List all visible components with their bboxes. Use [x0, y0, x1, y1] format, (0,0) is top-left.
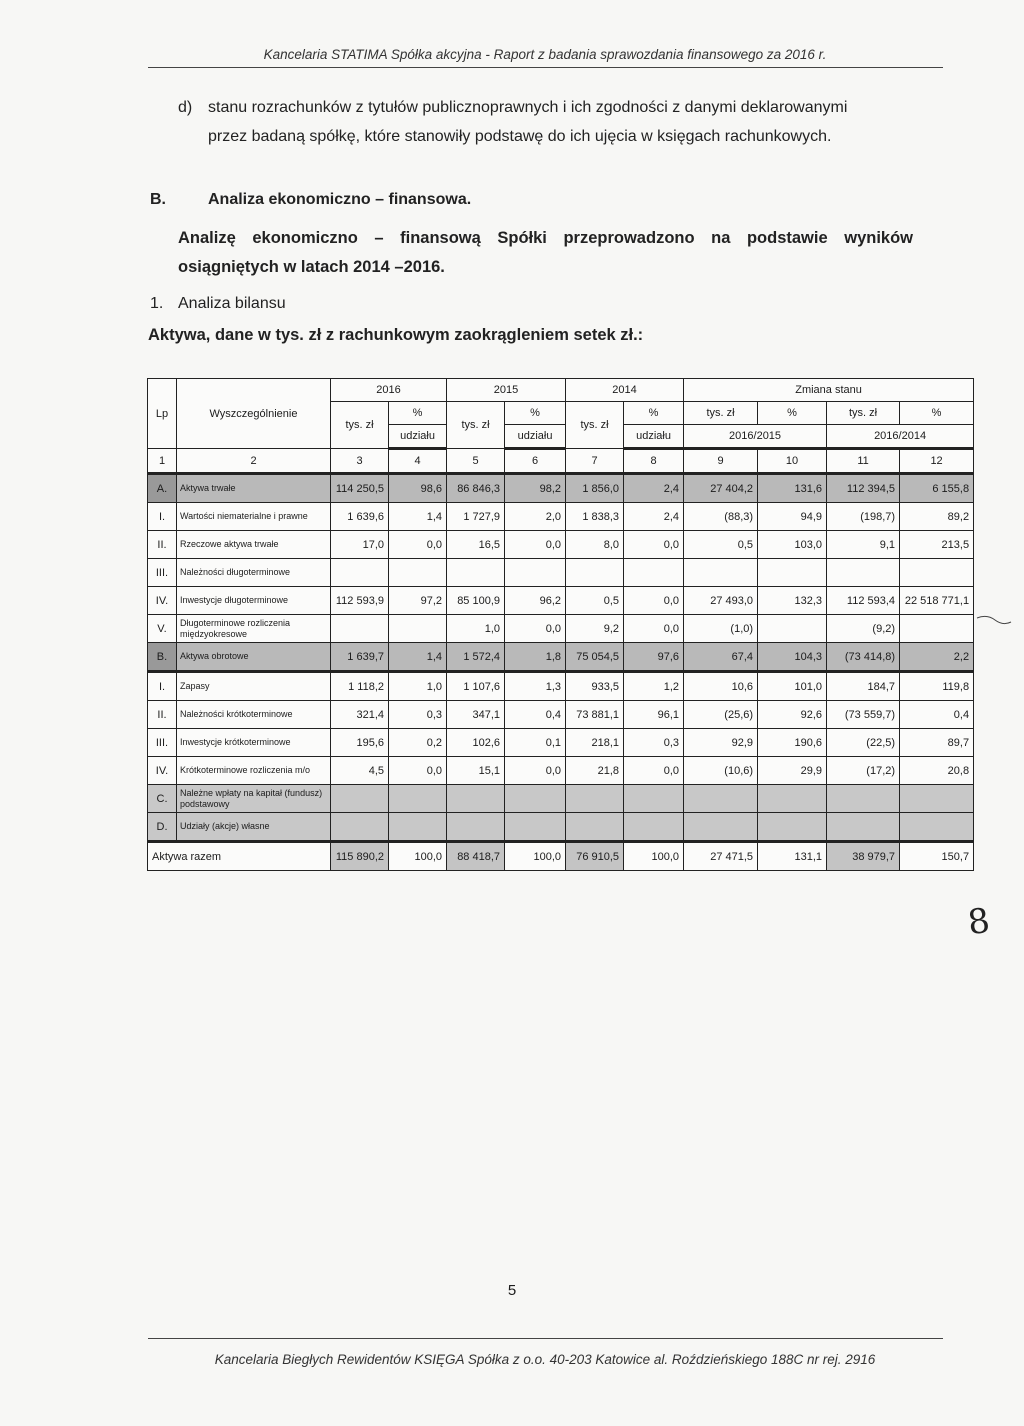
- colnum: 1: [148, 449, 177, 474]
- cell-v2016: 17,0: [331, 531, 389, 559]
- cell-p2016: 97,2: [389, 587, 447, 615]
- cell-d2: 184,7: [827, 672, 900, 701]
- cell-d2: (9,2): [827, 615, 900, 643]
- cell-p2014: 0,0: [624, 615, 684, 643]
- cell-v2016: [331, 559, 389, 587]
- cell-dp2: 119,8: [900, 672, 974, 701]
- cell-dp2: [900, 813, 974, 842]
- total-label: Aktywa razem: [148, 842, 331, 871]
- header-tys-change-a: tys. zł: [684, 402, 758, 425]
- row-lp: II.: [148, 701, 177, 729]
- cell-p2014: 2,4: [624, 474, 684, 503]
- cell-dp1: 101,0: [758, 672, 827, 701]
- table-row: [148, 813, 974, 842]
- cell-d2: [827, 813, 900, 842]
- total-dp1: 131,1: [758, 842, 827, 871]
- header-period-a: 2016/2015: [684, 425, 827, 449]
- cell-v2016: 195,6: [331, 729, 389, 757]
- cell-v2014: [566, 785, 624, 813]
- cell-p2015: 0,4: [505, 701, 566, 729]
- row-name: Długoterminowe rozliczenia międzyokresowe: [177, 615, 331, 643]
- cell-p2016: 0,3: [389, 701, 447, 729]
- cell-d1: 0,5: [684, 531, 758, 559]
- cell-p2014: 0,0: [624, 531, 684, 559]
- row-name: Inwestycje długoterminowe: [177, 587, 331, 615]
- cell-p2016: 1,0: [389, 672, 447, 701]
- total-v2015: 88 418,7: [447, 842, 505, 871]
- cell-dp1: 29,9: [758, 757, 827, 785]
- table-row: [148, 729, 974, 757]
- cell-v2016: [331, 615, 389, 643]
- cell-p2015: 0,0: [505, 757, 566, 785]
- cell-p2015: [505, 785, 566, 813]
- cell-v2016: 1 639,7: [331, 643, 389, 672]
- row-lp: C.: [148, 785, 177, 813]
- cell-v2014: 75 054,5: [566, 643, 624, 672]
- table-row: [148, 701, 974, 729]
- header-udzialu-2016: udziału: [389, 425, 447, 449]
- header-2015: 2015: [447, 379, 566, 402]
- cell-p2014: 0,0: [624, 757, 684, 785]
- cell-d2: [827, 559, 900, 587]
- cell-d1: (1,0): [684, 615, 758, 643]
- cell-v2014: [566, 559, 624, 587]
- row-lp: B.: [148, 643, 177, 672]
- cell-v2015: 1 572,4: [447, 643, 505, 672]
- total-p2015: 100,0: [505, 842, 566, 871]
- header-tys-change-b: tys. zł: [827, 402, 900, 425]
- cell-v2015: [447, 813, 505, 842]
- header-period-b: 2016/2014: [827, 425, 974, 449]
- cell-d2: (17,2): [827, 757, 900, 785]
- cell-v2015: 15,1: [447, 757, 505, 785]
- cell-p2015: 0,1: [505, 729, 566, 757]
- cell-dp1: [758, 813, 827, 842]
- header-pct-change-b: %: [900, 402, 974, 425]
- cell-p2014: 0,3: [624, 729, 684, 757]
- cell-dp2: 89,7: [900, 729, 974, 757]
- total-d2: 38 979,7: [827, 842, 900, 871]
- cell-dp2: 89,2: [900, 503, 974, 531]
- cell-p2016: 0,2: [389, 729, 447, 757]
- cell-d2: 112 394,5: [827, 474, 900, 503]
- row-lp: IV.: [148, 757, 177, 785]
- cell-dp2: [900, 559, 974, 587]
- row-lp: III.: [148, 729, 177, 757]
- row-name: Aktywa trwałe: [177, 474, 331, 503]
- header-2014: 2014: [566, 379, 684, 402]
- cell-dp1: [758, 559, 827, 587]
- total-p2014: 100,0: [624, 842, 684, 871]
- cell-v2014: 933,5: [566, 672, 624, 701]
- header-pct-2015: %: [505, 402, 566, 425]
- subsection-title: Analiza bilansu: [178, 295, 286, 312]
- cell-p2015: 0,0: [505, 531, 566, 559]
- row-lp: II.: [148, 531, 177, 559]
- cell-dp2: 0,4: [900, 701, 974, 729]
- cell-d1: [684, 559, 758, 587]
- cell-p2016: [389, 615, 447, 643]
- cell-p2014: 0,0: [624, 587, 684, 615]
- cell-p2016: 1,4: [389, 643, 447, 672]
- cell-d2: 9,1: [827, 531, 900, 559]
- cell-d1: 67,4: [684, 643, 758, 672]
- cell-p2016: [389, 785, 447, 813]
- row-name: Należności długoterminowe: [177, 559, 331, 587]
- cell-p2016: 0,0: [389, 757, 447, 785]
- header-tys-2016: tys. zł: [331, 402, 389, 449]
- cell-v2016: [331, 785, 389, 813]
- cell-v2015: [447, 785, 505, 813]
- cell-v2016: [331, 813, 389, 842]
- cell-p2015: 1,3: [505, 672, 566, 701]
- cell-d1: [684, 813, 758, 842]
- cell-p2014: [624, 559, 684, 587]
- row-lp: V.: [148, 615, 177, 643]
- colnum: 4: [389, 449, 447, 474]
- cell-dp2: 2,2: [900, 643, 974, 672]
- colnum: 10: [758, 449, 827, 474]
- section-d-label: d): [178, 99, 193, 116]
- table-row: [148, 531, 974, 559]
- total-dp2: 150,7: [900, 842, 974, 871]
- section-b-intro-line2: osiągniętych w latach 2014 –2016.: [178, 258, 445, 276]
- header-tys-2015: tys. zł: [447, 402, 505, 449]
- cell-v2014: 73 881,1: [566, 701, 624, 729]
- row-lp: I.: [148, 672, 177, 701]
- cell-p2016: [389, 813, 447, 842]
- colnum: 6: [505, 449, 566, 474]
- cell-v2014: 1 838,3: [566, 503, 624, 531]
- table-row: [148, 615, 974, 643]
- cell-d2: (198,7): [827, 503, 900, 531]
- cell-v2016: 4,5: [331, 757, 389, 785]
- cell-d1: (25,6): [684, 701, 758, 729]
- table-row: [148, 785, 974, 813]
- cell-d1: 92,9: [684, 729, 758, 757]
- page-header: Kancelaria STATIMA Spółka akcyjna - Raport z badania sprawozdania finansowego za 2016 r.: [263, 47, 827, 62]
- cell-v2015: 102,6: [447, 729, 505, 757]
- row-name: Wartości niematerialne i prawne: [177, 503, 331, 531]
- cell-v2015: 86 846,3: [447, 474, 505, 503]
- table-row: [148, 757, 974, 785]
- cell-v2015: 1,0: [447, 615, 505, 643]
- cell-dp1: 132,3: [758, 587, 827, 615]
- header-udzialu-2015: udziału: [505, 425, 566, 449]
- footer-rule: [148, 1338, 943, 1339]
- cell-v2014: 8,0: [566, 531, 624, 559]
- section-d-line2: przez badaną spółkę, które stanowiły podstawę do ich ujęcia w księgach rachunkowych.: [208, 128, 832, 145]
- cell-v2014: 218,1: [566, 729, 624, 757]
- colnum: 7: [566, 449, 624, 474]
- header-change: Zmiana stanu: [684, 379, 974, 402]
- cell-dp1: 190,6: [758, 729, 827, 757]
- assets-table: [147, 378, 974, 871]
- cell-p2014: 96,1: [624, 701, 684, 729]
- colnum: 3: [331, 449, 389, 474]
- row-name: Inwestycje krótkoterminowe: [177, 729, 331, 757]
- table-total-row: [148, 842, 974, 871]
- row-name: Krótkoterminowe rozliczenia m/o: [177, 757, 331, 785]
- header-2016: 2016: [331, 379, 447, 402]
- table-caption: Aktywa, dane w tys. zł z rachunkowym zaokrągleniem setek zł.:: [148, 326, 644, 344]
- table-row: [148, 474, 974, 503]
- total-p2016: 100,0: [389, 842, 447, 871]
- row-lp: D.: [148, 813, 177, 842]
- cell-p2015: 1,8: [505, 643, 566, 672]
- table-row: [148, 643, 974, 672]
- cell-v2015: 1 107,6: [447, 672, 505, 701]
- cell-p2016: 1,4: [389, 503, 447, 531]
- header-pct-2014: %: [624, 402, 684, 425]
- page-number: 5: [507, 1282, 517, 1299]
- total-v2016: 115 890,2: [331, 842, 389, 871]
- row-name: Zapasy: [177, 672, 331, 701]
- header-tys-2014: tys. zł: [566, 402, 624, 449]
- cell-v2015: [447, 559, 505, 587]
- cell-v2014: 1 856,0: [566, 474, 624, 503]
- handwritten-initial: 8: [965, 900, 993, 944]
- row-lp: IV.: [148, 587, 177, 615]
- cell-p2015: [505, 813, 566, 842]
- cell-v2016: 321,4: [331, 701, 389, 729]
- colnum: 5: [447, 449, 505, 474]
- header-rule: [148, 67, 943, 68]
- cell-dp2: 6 155,8: [900, 474, 974, 503]
- page-footer: Kancelaria Biegłych Rewidentów KSIĘGA Spółka z o.o. 40-203 Katowice al. Roździeńskiego 188C nr rej. 2916: [214, 1352, 876, 1367]
- cell-v2016: 114 250,5: [331, 474, 389, 503]
- row-lp: III.: [148, 559, 177, 587]
- cell-d1: 27 404,2: [684, 474, 758, 503]
- cell-p2015: 2,0: [505, 503, 566, 531]
- cell-d2: (73 414,8): [827, 643, 900, 672]
- cell-dp1: 103,0: [758, 531, 827, 559]
- cell-d2: [827, 785, 900, 813]
- header-pct-2016: %: [389, 402, 447, 425]
- table-row: [148, 587, 974, 615]
- row-name: Rzeczowe aktywa trwałe: [177, 531, 331, 559]
- cell-p2014: [624, 813, 684, 842]
- cell-v2014: 0,5: [566, 587, 624, 615]
- subsection-label: 1.: [150, 295, 164, 312]
- cell-p2016: 98,6: [389, 474, 447, 503]
- cell-d1: 27 493,0: [684, 587, 758, 615]
- cell-v2015: 85 100,9: [447, 587, 505, 615]
- header-udzialu-2014: udziału: [624, 425, 684, 449]
- cell-v2015: 1 727,9: [447, 503, 505, 531]
- cell-dp1: 104,3: [758, 643, 827, 672]
- cell-p2014: 2,4: [624, 503, 684, 531]
- cell-dp2: 213,5: [900, 531, 974, 559]
- table-header-row-1: [148, 379, 974, 402]
- row-lp: A.: [148, 474, 177, 503]
- cell-dp1: 92,6: [758, 701, 827, 729]
- cell-p2016: 0,0: [389, 531, 447, 559]
- colnum: 2: [177, 449, 331, 474]
- table-row: [148, 672, 974, 701]
- section-b-title: Analiza ekonomiczno – finansowa.: [208, 191, 472, 208]
- cell-d1: (10,6): [684, 757, 758, 785]
- cell-p2014: 97,6: [624, 643, 684, 672]
- section-b-label: B.: [150, 191, 166, 208]
- cell-dp1: 131,6: [758, 474, 827, 503]
- colnum: 8: [624, 449, 684, 474]
- cell-d1: [684, 785, 758, 813]
- cell-p2016: [389, 559, 447, 587]
- cell-v2016: 1 118,2: [331, 672, 389, 701]
- header-name: Wyszczególnienie: [177, 379, 331, 449]
- cell-v2014: 21,8: [566, 757, 624, 785]
- cell-p2015: [505, 559, 566, 587]
- total-d1: 27 471,5: [684, 842, 758, 871]
- section-d-line1: stanu rozrachunków z tytułów publicznoprawnych i ich zgodności z danymi deklarowanymi: [208, 99, 848, 116]
- total-v2014: 76 910,5: [566, 842, 624, 871]
- header-lp: Lp: [148, 379, 177, 449]
- cell-p2015: 98,2: [505, 474, 566, 503]
- cell-v2015: 347,1: [447, 701, 505, 729]
- table-row: [148, 503, 974, 531]
- cell-dp1: [758, 785, 827, 813]
- section-b-intro-line1: Analizę ekonomiczno – finansową Spółki przeprowadzono na podstawie wyników: [178, 229, 913, 247]
- cell-dp2: [900, 615, 974, 643]
- cell-v2015: 16,5: [447, 531, 505, 559]
- cell-p2014: 1,2: [624, 672, 684, 701]
- table-row: [148, 559, 974, 587]
- column-number-row: [148, 449, 974, 474]
- cell-p2015: 96,2: [505, 587, 566, 615]
- cell-v2016: 112 593,9: [331, 587, 389, 615]
- cell-v2014: [566, 813, 624, 842]
- cell-d2: (73 559,7): [827, 701, 900, 729]
- cell-dp1: 94,9: [758, 503, 827, 531]
- row-name: Należności krótkoterminowe: [177, 701, 331, 729]
- cell-p2015: 0,0: [505, 615, 566, 643]
- cell-d1: 10,6: [684, 672, 758, 701]
- cell-dp1: [758, 615, 827, 643]
- cell-d2: (22,5): [827, 729, 900, 757]
- row-name: Aktywa obrotowe: [177, 643, 331, 672]
- cell-d1: (88,3): [684, 503, 758, 531]
- cell-v2014: 9,2: [566, 615, 624, 643]
- colnum: 11: [827, 449, 900, 474]
- row-lp: I.: [148, 503, 177, 531]
- colnum: 12: [900, 449, 974, 474]
- cell-v2016: 1 639,6: [331, 503, 389, 531]
- cell-p2014: [624, 785, 684, 813]
- cell-dp2: 22 518 771,1: [900, 587, 974, 615]
- cell-dp2: 20,8: [900, 757, 974, 785]
- cell-d2: 112 593,4: [827, 587, 900, 615]
- margin-scribble-icon: [975, 612, 1013, 626]
- colnum: 9: [684, 449, 758, 474]
- cell-dp2: [900, 785, 974, 813]
- row-name: Należne wpłaty na kapitał (fundusz) podstawowy: [177, 785, 331, 813]
- row-name: Udziały (akcje) własne: [177, 813, 331, 842]
- header-pct-change-a: %: [758, 402, 827, 425]
